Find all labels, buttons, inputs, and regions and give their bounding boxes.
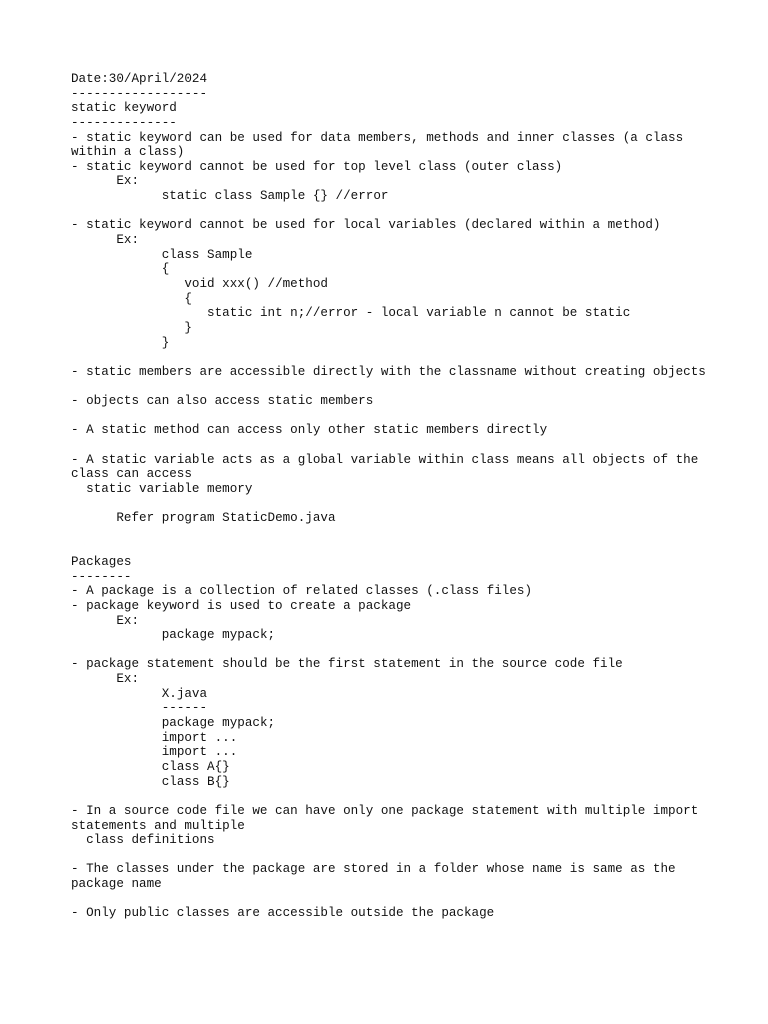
blank-line: [71, 848, 731, 863]
code-line: class A{}: [71, 759, 230, 774]
example-label: Ex:: [71, 174, 140, 189]
text-line: - objects can also access static members: [71, 394, 374, 409]
separator-line: --------: [71, 569, 132, 584]
text-line: - Only public classes are accessible outside the package: [71, 906, 495, 921]
code-line: class B{}: [71, 774, 230, 789]
document-text: [71, 72, 731, 921]
date-line: Date:30/April/2024: [71, 72, 208, 86]
blank-line: [71, 643, 731, 658]
code-line: {: [71, 291, 192, 306]
code-line: }: [71, 335, 170, 350]
text-line: - static keyword cannot be used for local variables (declared within a method): [71, 218, 661, 233]
text-line: - static keyword cannot be used for top level class (outer class): [71, 159, 563, 174]
separator-line: --------------: [71, 115, 177, 130]
code-line: static class Sample {} //error: [71, 189, 389, 204]
example-label: Ex:: [71, 672, 140, 687]
code-line: ------: [71, 701, 208, 716]
code-line: import ...: [71, 730, 238, 745]
text-line: - A package is a collection of related classes (.class files): [71, 584, 533, 599]
section-heading-packages: Packages: [71, 555, 132, 570]
text-line: class definitions: [71, 833, 215, 848]
blank-line: [71, 438, 731, 453]
code-line: void xxx() //method: [71, 276, 328, 291]
code-line: class Sample: [71, 247, 253, 262]
blank-line: [71, 497, 731, 512]
text-line: - The classes under the package are stored in a folder whose name is same as the package name: [71, 862, 684, 892]
code-line: import ...: [71, 745, 238, 760]
text-line: - package keyword is used to create a package: [71, 598, 412, 613]
text-line: - static keyword can be used for data members, methods and inner classes (a class within a class): [71, 130, 691, 160]
example-label: Ex:: [71, 613, 140, 628]
reference-line: Refer program StaticDemo.java: [71, 511, 336, 526]
code-line: static int n;//error - local variable n cannot be static: [71, 306, 631, 321]
code-line: package mypack;: [71, 716, 276, 731]
blank-line: [71, 204, 731, 219]
code-line: {: [71, 262, 170, 277]
code-line: }: [71, 320, 192, 335]
blank-line: [71, 350, 731, 365]
section-heading-static-keyword: static keyword: [71, 101, 177, 116]
blank-line: [71, 892, 731, 907]
text-line: - A static variable acts as a global variable within class means all objects of the class can access: [71, 452, 706, 482]
text-line: - A static method can access only other static members directly: [71, 423, 548, 438]
separator-line: ------------------: [71, 86, 208, 101]
text-line: - In a source code file we can have only one package statement with multiple import statements and multiple: [71, 803, 706, 833]
example-label: Ex:: [71, 233, 140, 248]
blank-line: [71, 540, 731, 555]
blank-line: [71, 379, 731, 394]
text-line: - package statement should be the first statement in the source code file: [71, 657, 623, 672]
text-line: - static members are accessible directly with the classname without creating objects: [71, 364, 706, 379]
text-line: static variable memory: [71, 481, 253, 496]
code-line: X.java: [71, 686, 208, 701]
blank-line: [71, 526, 731, 541]
blank-line: [71, 789, 731, 804]
code-line: package mypack;: [71, 628, 276, 643]
blank-line: [71, 409, 731, 424]
